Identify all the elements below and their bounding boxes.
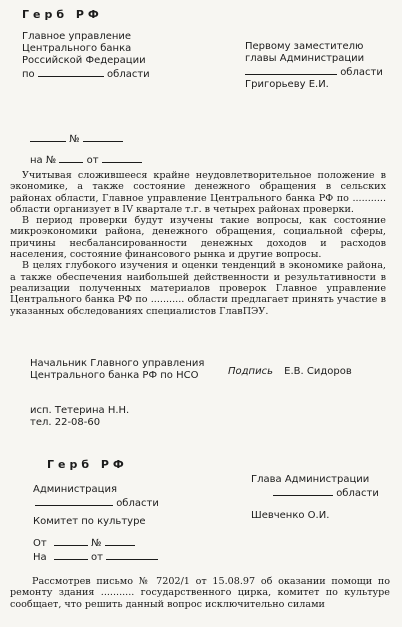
sender-block — [22, 31, 150, 81]
recipient-name: Григорьеву Е.И. — [245, 79, 329, 90]
sender-department: Комитет по культуре — [33, 516, 146, 527]
recipient-block — [245, 41, 383, 91]
reference-number: На от — [33, 550, 158, 564]
recipient-name: Шевченко О.И. — [251, 510, 330, 521]
paragraph: В период проверки будут изучены такие вопросы, как состояние микроэкономики района, денежного обращения, социальной сферы, причины несбалансированности денежных доходов и расходов населения, состояние финансового рынка и другие вопросы. — [10, 215, 386, 261]
paragraph: Рассмотрев письмо № 7202/1 от 15.08.97 об оказании помощи по ремонту здания ........... государственного цирка, комитет по культуре сообщает, что решить данный вопрос исключительно силами — [10, 576, 390, 610]
blank-line — [30, 132, 66, 142]
blank-line — [105, 536, 135, 546]
sender-region: области — [33, 496, 159, 510]
blank-line — [83, 132, 123, 142]
sender-block — [33, 484, 159, 528]
crest-title: Герб РФ — [47, 458, 128, 471]
letter-body — [10, 170, 386, 317]
paragraph: Учитывая сложившееся крайне неудовлетворительное положение в экономике, а также состояние денежного обращения в сельских районах области, Главное управление Центрального банка РФ по ........... области организует в IV квартале т.г. в четырех районах проверки. — [10, 170, 386, 215]
blank-line — [54, 550, 88, 560]
blank-line — [35, 496, 113, 506]
signature-label: Подпись — [228, 366, 273, 377]
paragraph: В целях глубокого изучения и оценки тенденций в экономике района, а также обеспечения наибольшей действенности и результативности в реализации полученных материалов проверок Главное управление Центрального банка РФ по ........... области предлагает принять участие в указанных обследованиях специалистов ГлавПЭУ. — [10, 260, 386, 317]
signature — [228, 366, 352, 378]
signer-name: Е.В. Сидоров — [284, 366, 352, 377]
recipient-region: области — [245, 65, 383, 79]
outgoing-number: № — [30, 132, 123, 146]
recipient-block — [251, 474, 379, 522]
executor-phone: тел. 22-08-60 — [30, 417, 101, 428]
crest-title: Герб РФ — [22, 8, 103, 21]
sender-line: Российской Федерации — [22, 55, 146, 66]
letter-body — [10, 576, 390, 610]
reference-number: на № от — [30, 153, 142, 167]
sender-region: по области — [22, 69, 150, 80]
blank-line — [106, 550, 158, 560]
sender-line: Главное управление — [22, 31, 132, 42]
recipient-line: Первому заместителю — [245, 41, 364, 52]
sender-line: Центрального банка — [22, 43, 132, 54]
blank-line — [102, 153, 142, 163]
registration-block — [33, 536, 158, 564]
recipient-line: главы Администрации — [245, 53, 365, 64]
blank-line — [38, 67, 104, 77]
executor-block — [30, 405, 129, 429]
blank-line — [273, 486, 333, 496]
recipient-line: Глава Администрации — [251, 474, 370, 485]
executor: исп. Тетерина Н.Н. — [30, 405, 130, 416]
sender-line: Администрация — [33, 484, 117, 495]
blank-line — [245, 65, 337, 75]
signer-title: Начальник Главного управления Центрального банка РФ по НСО — [30, 358, 205, 381]
blank-line — [59, 153, 83, 163]
blank-line — [54, 536, 88, 546]
outgoing-number: От № — [33, 536, 158, 550]
recipient-region: области — [251, 486, 379, 500]
